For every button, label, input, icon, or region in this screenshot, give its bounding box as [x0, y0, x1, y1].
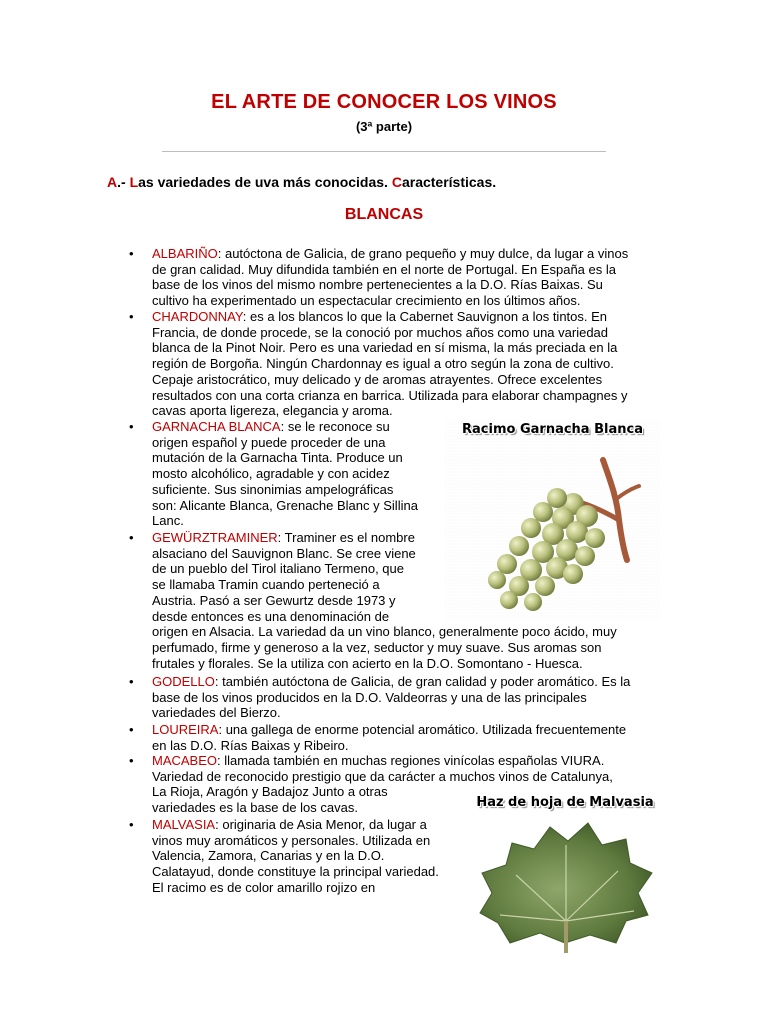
list-item: • GODELLO: también autóctona de Galicia, de gran calidad y poder aromático. Es la base de los vinos producidos en la D.O. Valdeorras y una de las principales variedades del Bierzo. — [129, 674, 631, 721]
bullet: • — [129, 817, 134, 832]
divider — [162, 151, 606, 152]
list-item: • GARNACHA BLANCA: se le reconoce su origen español y puede proceder de una mutación de la Garnacha Tinta. Produce un mosto alcohólico, agradable y con acidez suficiente. Sus sinonimias ampelográficas son: Alicante Blanca, Grenache Blanc y Sillina Lanc. — [129, 419, 418, 529]
list-item: • LOUREIRA: una gallega de enorme potencial aromático. Utilizada frecuentemente en las D.O. Rías Baixas y Ribeiro. — [129, 722, 627, 753]
variety-name: GODELLO — [152, 674, 215, 689]
bullet: • — [129, 674, 134, 689]
variety-name: MACABEO — [152, 753, 218, 768]
list-item: • MACABEO: llamada también en muchas regiones vinícolas españolas VIURA. Variedad de reconocido prestigio que da carácter a muchos vinos de Catalunya, La Rioja, Aragón y Badajoz Junto a otras variedades es la base de los cavas. — [129, 753, 613, 816]
list-item: • CHARDONNAY: es a los blancos lo que la Cabernet Sauvignon a los tintos. En Francia, de donde procede, se la conoció por muchos años como una variedad blanca de la Pinot Noir. Pero es una variedad en sí misma, la más preciada en la región de Borgoña. Ningún Chardonnay es igual a otro según la zona de cultivo. Cepaje aristocrático, muy delicado y de aromas atrayentes. Ofrece excelentes resultados con una corta crianza en barrica. Utilizada para elaborar champagnes y cavas aporta ligereza, elegancia y aroma. — [129, 309, 628, 419]
page-title: EL ARTE DE CONOCER LOS VINOS — [211, 91, 557, 113]
variety-name: ALBARIÑO — [152, 246, 218, 261]
page-subtitle: (3ª parte) — [355, 119, 413, 134]
grape-bunch-image — [445, 420, 660, 620]
leaf-figure — [470, 793, 660, 953]
bullet: • — [129, 530, 134, 545]
variety-name: MALVASIA — [152, 817, 216, 832]
variety-name: GEWÜRZTRAMINER — [152, 530, 278, 545]
variety-name: CHARDONNAY — [152, 309, 243, 324]
vine-leaf-image — [470, 793, 660, 953]
section-heading: A.- Las variedades de uva más conocidas. Características. — [107, 174, 497, 190]
list-item: • GEWÜRZTRAMINER: Traminer es el nombre alsaciano del Sauvignon Blanc. Se cree viene de un pueblo del Tirol italiano Termeno, que se llamaba Tramin cuando perteneció a Austria. Pasó a ser Gewurtz desde 1973 y desde entonces es una denominación de origen en Alsacia. La variedad da un vino blanco, generalmente poco ácido, muy perfumado, firme y generoso a la vez, seductor y muy suave. Sus aromas son frutales y florales. Se la utiliza con acierto en la D.O. Somontano - Huesca. — [129, 530, 617, 671]
bullet: • — [129, 246, 134, 261]
variety-name: GARNACHA BLANCA — [152, 419, 281, 434]
list-item: • ALBARIÑO: autóctona de Galicia, de grano pequeño y muy dulce, da lugar a vinos de gran calidad. Muy difundida también en el norte de Portugal. En España es la base de los vinos del mismo nombre pertenecientes a la D.O. Rías Baixas. Su cultivo ha experimentado un espectacular crecimiento en los últimos años. — [129, 246, 629, 309]
list-item: • MALVASIA: originaria de Asia Menor, da lugar a vinos muy aromáticos y personales. Utilizada en Valencia, Zamora, Canarias y en la D.O. Calatayud, donde constituye la principal variedad. El racimo es de color amarillo rojizo en — [129, 817, 439, 895]
bullet: • — [129, 419, 134, 434]
bullet: • — [129, 309, 134, 324]
figure-caption: Haz de hoja de Malvasia — [476, 795, 654, 810]
bullet: • — [129, 722, 134, 737]
category-heading: BLANCAS — [344, 206, 424, 223]
variety-name: LOUREIRA — [152, 722, 219, 737]
bullet: • — [129, 753, 134, 768]
figure-caption: Racimo Garnacha Blanca — [462, 422, 643, 437]
grape-figure — [445, 420, 660, 620]
